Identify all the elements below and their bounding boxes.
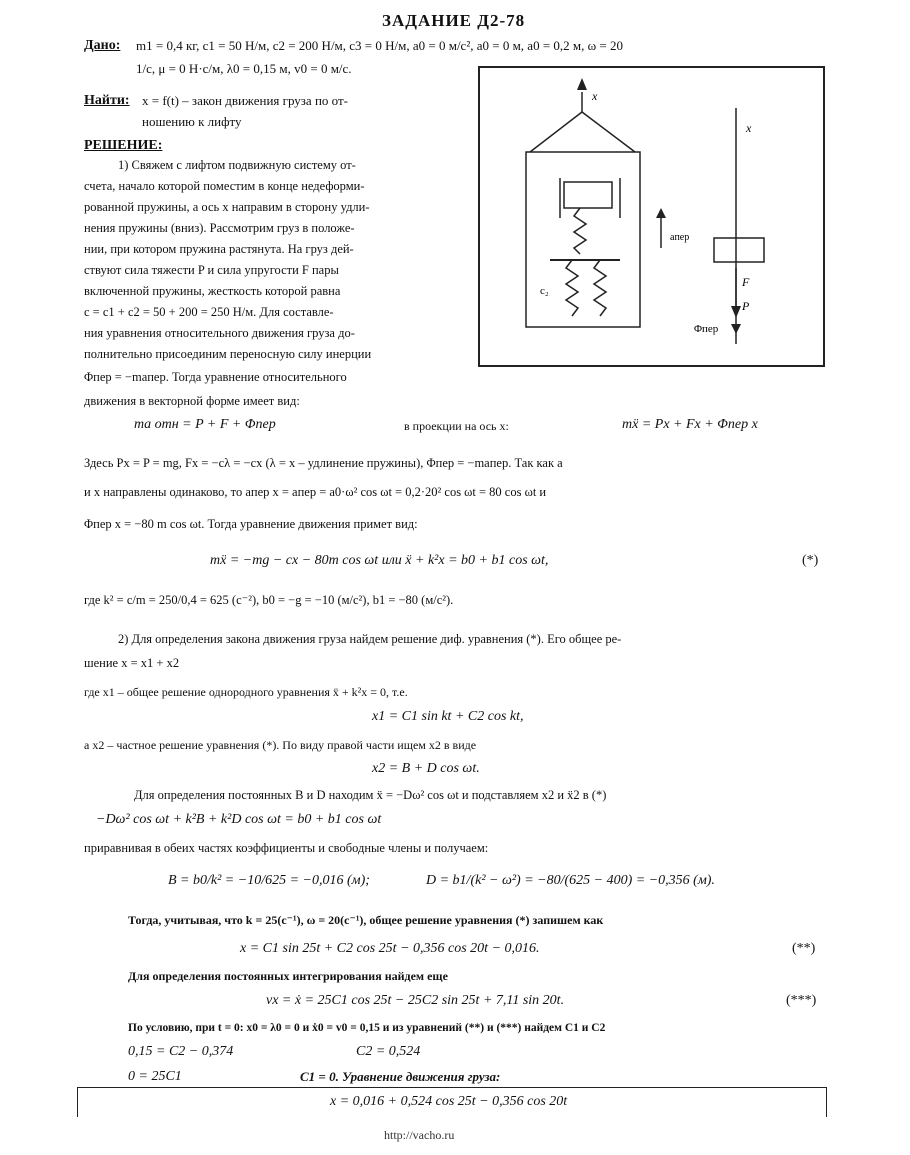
spring-left-icon	[566, 260, 578, 316]
p3-line-1: 2) Для определения закона движения груза найдем решение диф. уравнения (*). Его общее ре-	[118, 632, 622, 646]
p1-line: 1) Свяжем с лифтом подвижную систему от-	[118, 158, 356, 172]
eq-x2: x2 = B + D cos ωt.	[372, 761, 480, 776]
p2-line-2: и x направлены одинаково, то aпер x = aпер = a0·ω² cos ωt = 0,2·20² cos ωt = 80 cos ωt и	[84, 485, 547, 499]
eq-c2-right: C2 = 0,524	[356, 1044, 421, 1059]
eq-velocity: vx = ẋ = 25C1 cos 25t − 25C2 sin 25t + 7,11 sin 20t.	[266, 993, 565, 1008]
free-body-diagram	[714, 108, 764, 344]
p1-line: счета, начало которой поместим в конце недеформи-	[84, 179, 365, 193]
figure-svg	[480, 68, 823, 365]
force-arrow-icon	[731, 306, 741, 318]
p4: где x1 – общее решение однородного уравнения ẍ + k²x = 0, т.е.	[84, 685, 408, 699]
cabin-roof	[530, 112, 635, 152]
eq-substitution: −Dω² cos ωt + k²B + k²D cos ωt = b0 + b1 cos ωt	[96, 812, 382, 827]
eq-c2-left: 0,15 = C2 − 0,374	[128, 1044, 234, 1059]
spring-label: c₂	[540, 285, 549, 297]
eq-general-tag: (**)	[792, 941, 816, 956]
page-title: ЗАДАНИЕ Д2-78	[382, 11, 526, 30]
eq-velocity-tag: (***)	[786, 993, 817, 1008]
eq-general: x = C1 sin 25t + C2 cos 25t − 0,356 cos 20t − 0,016.	[240, 941, 540, 956]
p9: Для определения постоянных интегрирования найдем еще	[128, 969, 448, 983]
solution-label: РЕШЕНИЕ:	[84, 138, 163, 153]
eq-vector: ma отн = P + F + Φпер	[134, 417, 276, 432]
eq-projection-label: в проекции на ось x:	[404, 419, 509, 433]
p1-line: нии, при котором пружина растянута. На груз дей-	[84, 242, 354, 256]
given-label: Дано:	[84, 38, 121, 53]
force-label-p: P	[742, 299, 750, 313]
p3-line-2: шение x = x1 + x2	[84, 656, 180, 670]
force-label-f: F	[742, 275, 750, 289]
force-label-phi: Φпер	[694, 323, 719, 335]
arrow-head-up-icon	[577, 78, 587, 90]
acceleration-label: aпер	[670, 232, 690, 243]
spring-upper-icon	[574, 208, 586, 254]
eq-d: D = b1/(k² − ω²) = −80/(625 − 400) = −0,356 (м).	[426, 873, 715, 888]
p2-line-3: Φпер x = −80 m cos ωt. Тогда уравнение движения примет вид:	[84, 517, 418, 531]
eq-motion-tag: (*)	[802, 553, 819, 568]
p1-line: рованной пружины, а ось x направим в сторону удли-	[84, 200, 370, 214]
eq-motion: mẍ = −mg − cx − 80m cos ωt или ẍ + k²x = b0 + b1 cos ωt,	[210, 553, 549, 568]
p5: а x2 – частное решение уравнения (*). По виду правой части ищем x2 в виде	[84, 738, 477, 752]
figure-diagram	[478, 66, 825, 367]
acceleration-arrow	[656, 208, 666, 248]
p1-line: Φпер = −maпер. Тогда уравнение относительного	[84, 370, 347, 384]
given-line-1: m1 = 0,4 кг, c1 = 50 Н/м, c2 = 200 Н/м, c3 = 0 Н/м, a0 = 0 м/с², a0 = 0 м, a0 = 0,2 м, ω = 20	[136, 38, 624, 53]
p7: приравнивая в обеих частях коэффициенты и свободные члены и получаем:	[84, 841, 489, 855]
axis-label-x-right: x	[746, 121, 752, 135]
arrow-down-icon	[731, 324, 741, 334]
cabin-body	[526, 152, 640, 327]
p2-line-1: Здесь Px = P = mg, Fx = −cλ = −cx (λ = x – удлинение пружины), Φпер = −maпер. Так как a	[84, 456, 563, 470]
p1-line: движения в векторной форме имеет вид:	[84, 394, 300, 408]
p1-line: полнительно присоединим переносную силу инерции	[84, 347, 372, 361]
eq-x1: x1 = C1 sin kt + C2 cos kt,	[372, 709, 524, 724]
p1-line: c = c1 + c2 = 50 + 200 = 250 Н/м. Для составле-	[84, 305, 334, 319]
p1-line: нения пружины (вниз). Рассмотрим груз в положе-	[84, 221, 355, 235]
p8: Тогда, учитывая, что k = 25(с⁻¹), ω = 20(с⁻¹), общее решение уравнения (*) запишем как	[128, 913, 604, 927]
body-block	[714, 238, 764, 262]
p1-line: ния уравнения относительного движения груза до-	[84, 326, 355, 340]
arrow-up-icon	[656, 208, 666, 218]
eq-b: B = b0/k² = −10/625 = −0,016 (м);	[168, 873, 370, 888]
p1-line: ствуют сила тяжести P и сила упругости F пары	[84, 263, 339, 277]
find-label: Найти:	[84, 93, 130, 108]
answer-equation: x = 0,016 + 0,524 cos 25t − 0,356 cos 20t	[330, 1094, 568, 1109]
p10: По условию, при t = 0: x0 = λ0 = 0 и ẋ0 = v0 = 0,15 и из уравнений (**) и (***) найдем C1 и C2	[128, 1022, 606, 1034]
eq-projection: mẍ = Px + Fx + Φпер x	[622, 417, 758, 432]
axis-label-x-top: x	[592, 89, 598, 103]
find-line-2: ношению к лифту	[142, 114, 242, 129]
find-line-1: x = f(t) – закон движения груза по от-	[142, 93, 348, 108]
eq-c1-right: C1 = 0. Уравнение движения груза:	[300, 1069, 501, 1084]
eq-c1-left: 0 = 25C1	[128, 1069, 182, 1084]
spring-right-icon	[594, 260, 606, 316]
given-line-2: 1/с, μ = 0 Н·с/м, λ0 = 0,15 м, v0 = 0 м/с.	[136, 61, 352, 76]
p6: Для определения постоянных B и D находим ẍ = −Dω² cos ωt и подставляем x2 и ẍ2 в (*)	[134, 788, 607, 802]
load-block	[564, 182, 612, 208]
footer-url: http://vacho.ru	[384, 1128, 455, 1142]
eq-k-line: где k² = c/m = 250/0,4 = 625 (c⁻²), b0 = −g = −10 (м/с²), b1 = −80 (м/с²).	[84, 593, 454, 607]
p1-line: включенной пружины, жесткость которой равна	[84, 284, 341, 298]
